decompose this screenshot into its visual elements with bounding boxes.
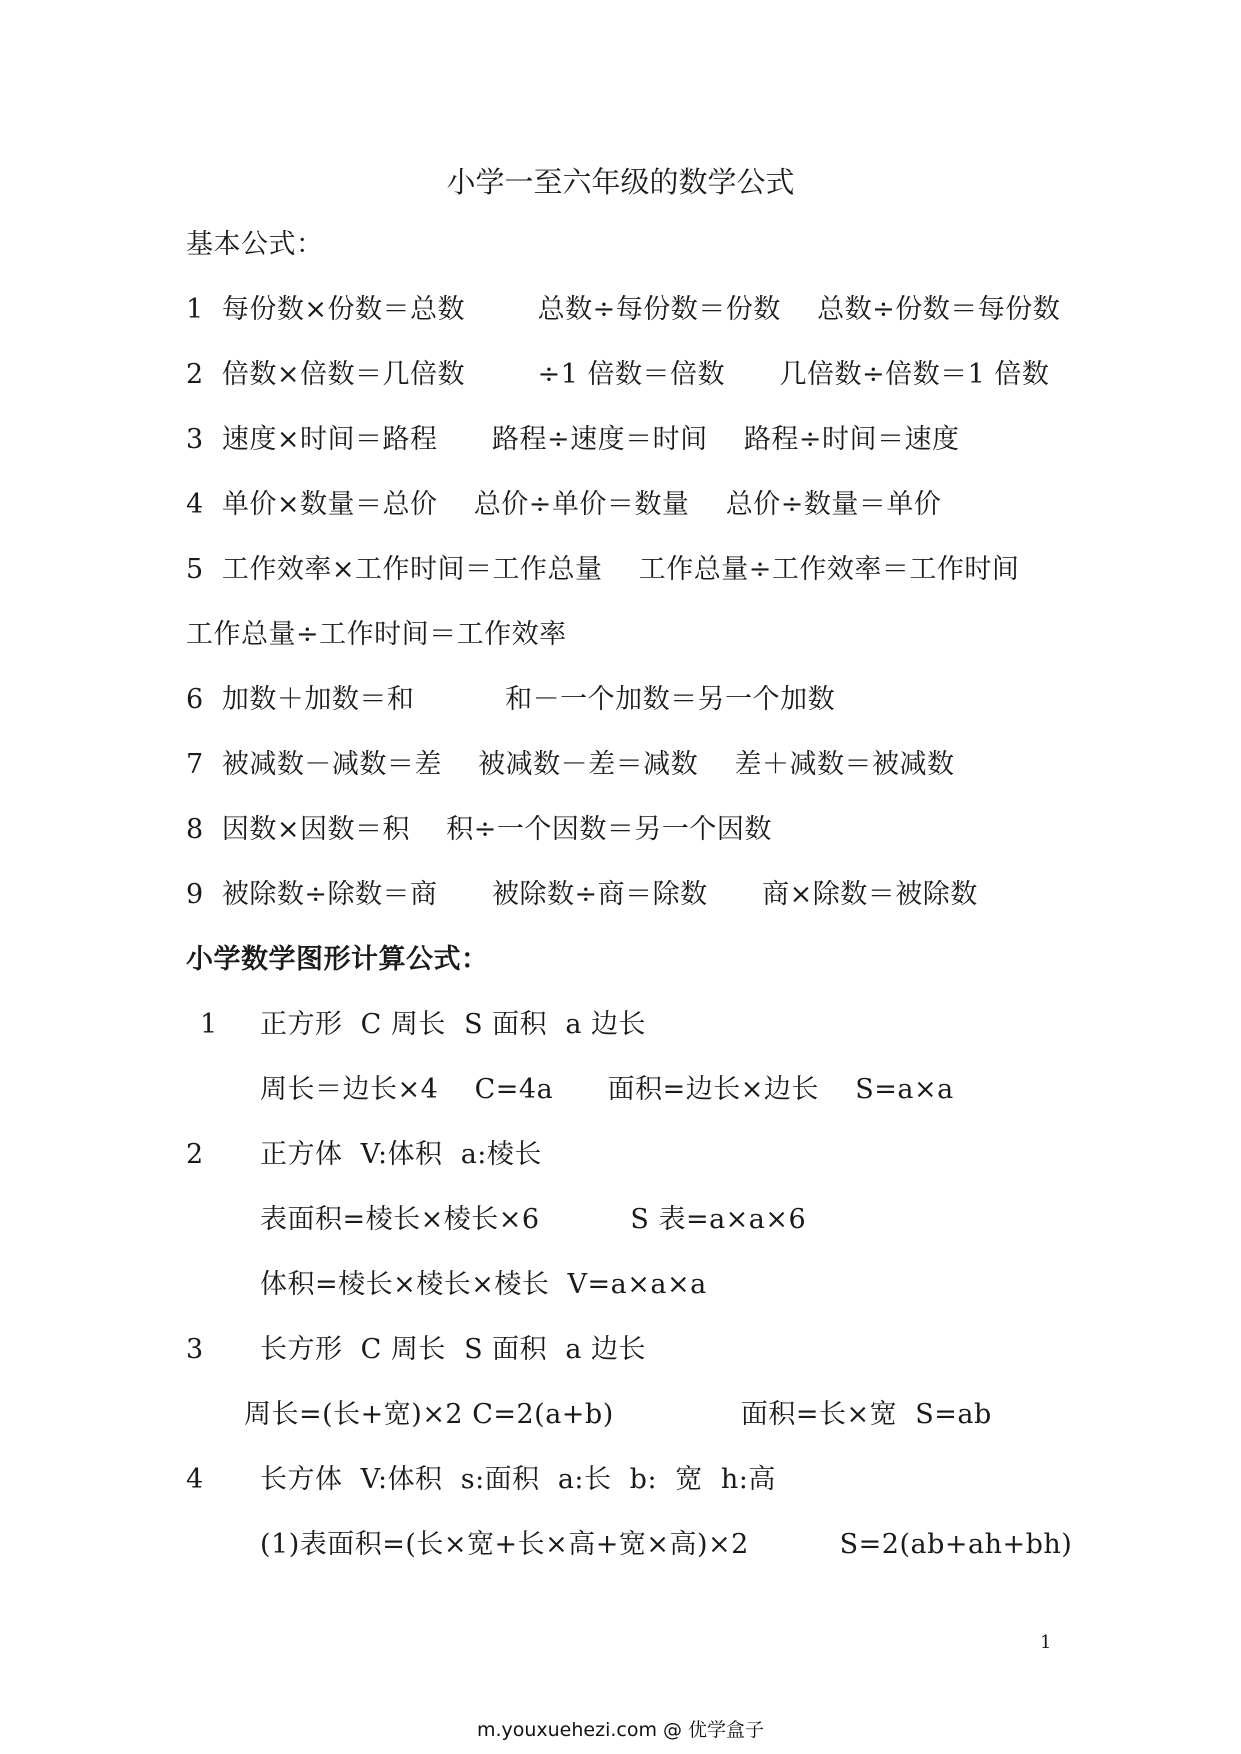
geometry-item-title: 正方体 V:体积 a:棱长 [260,1139,542,1170]
page-title: 小学一至六年级的数学公式 [446,165,795,199]
geometry-formula-line: 周长=(长+宽)×2 C=2(a+b) 面积=长×宽 S=ab [244,1399,992,1430]
geometry-formulas-heading: 小学数学图形计算公式： [186,944,489,975]
basic-formula-line: 9 被除数÷除数＝商 被除数÷商＝除数 商×除数＝被除数 [186,879,978,910]
basic-formula-line: 3 速度×时间＝路程 路程÷速度＝时间 路程÷时间＝速度 [186,424,960,455]
geometry-item-title: 长方形 C 周长 S 面积 a 边长 [260,1334,646,1365]
geometry-formula-line: 体积=棱长×棱长×棱长 V=a×a×a [260,1269,707,1300]
geometry-formula-line: 周长＝边长×4 C=4a 面积=边长×边长 S=a×a [260,1074,954,1105]
basic-formula-line: 工作总量÷工作时间＝工作效率 [186,619,567,650]
footer-watermark: m.youxuehezi.com @ 优学盒子 [476,1719,765,1741]
basic-formula-line: 7 被减数－减数＝差 被减数－差＝减数 差＋减数＝被减数 [186,749,955,780]
basic-formulas-heading: 基本公式： [186,229,324,260]
geometry-item-title: 长方体 V:体积 s:面积 a:长 b: 宽 h:高 [260,1464,776,1495]
geometry-formula-line: (1)表面积=(长×宽+长×高+宽×高)×2 S=2(ab+ah+bh) [260,1529,1073,1560]
geometry-item-title: 正方形 C 周长 S 面积 a 边长 [260,1009,646,1040]
geometry-item-number: 2 [186,1139,204,1170]
basic-formula-line: 2 倍数×倍数＝几倍数 ÷1 倍数＝倍数 几倍数÷倍数＝1 倍数 [186,359,1050,390]
basic-formula-line: 4 单价×数量＝总价 总价÷单价＝数量 总价÷数量＝单价 [186,489,942,520]
geometry-item-number: 4 [186,1464,204,1495]
basic-formula-line: 6 加数＋加数＝和 和－一个加数＝另一个加数 [186,684,836,715]
basic-formula-line: 1 每份数×份数＝总数 总数÷每份数＝份数 总数÷份数＝每份数 [186,294,1061,325]
basic-formula-line: 5 工作效率×工作时间＝工作总量 工作总量÷工作效率＝工作时间 [186,554,1020,585]
geometry-item-number: 1 [200,1009,218,1040]
basic-formula-line: 8 因数×因数＝积 积÷一个因数＝另一个因数 [186,814,772,845]
geometry-item-number: 3 [186,1334,204,1365]
geometry-formula-line: 表面积=棱长×棱长×6 S 表=a×a×6 [260,1204,807,1235]
page-number: 1 [1040,1632,1052,1653]
